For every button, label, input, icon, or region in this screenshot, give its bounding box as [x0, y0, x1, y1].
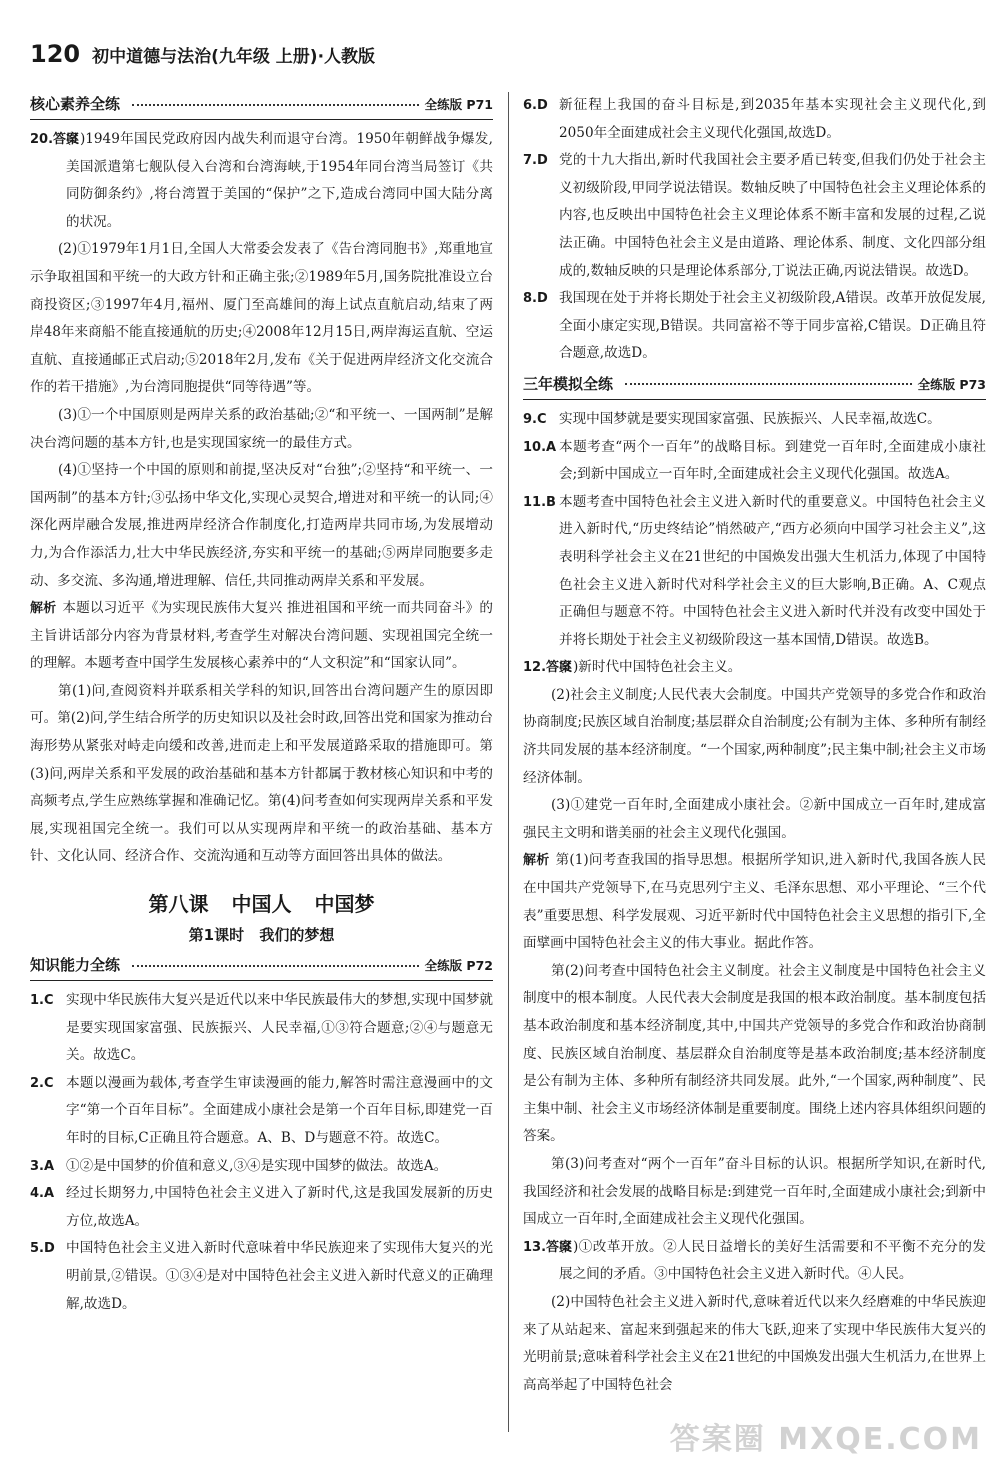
section-dotted-rule	[625, 383, 912, 385]
section-heading-three-year	[523, 370, 986, 400]
analysis-text: 第(1)问考查我国的指导思想。根据所学知识,进入新时代,我国各族人民在中国共产党领导下,在马克思列宁主义、毛泽东思想、邓小平理论、“三个代表”重要思想、科学发展观、习近平新时代中国特色社会主义思想的指引下,全面擘画中国特色社会主义的伟大事业。据此作答。	[523, 852, 986, 952]
answer-text: 经过长期努力,中国特色社会主义进入了新时代,这是我国发展新的历史方位,故选A。	[66, 1185, 493, 1229]
section-heading-knowledge	[30, 951, 493, 981]
answer-13	[523, 1234, 986, 1289]
answer-paragraph: (3)①一个中国原则是两岸关系的政治基础;②“和平统一、一国两制”是解决台湾问题的基本方针,也是实现国家统一的最佳方式。	[30, 406, 493, 451]
lesson-title: 第八课 中国人 中国梦	[148, 892, 375, 917]
section-dotted-rule	[132, 104, 419, 106]
left-column	[30, 88, 493, 1318]
analysis-label: 解析	[523, 853, 550, 869]
answer-paragraph: (3)①建党一百年时,全面建成小康社会。②新中国成立一百年时,建成富强民主文明和谐美丽的社会主义现代化强国。	[523, 797, 986, 841]
analysis-paragraph: 第(1)问,查阅资料并联系相关学科的知识,回答出台湾问题产生的原因即可。第(2)问,学生结合所学的历史知识以及社会时政,回答出党和国家为推动台海形势从紧张对峙走向缓和改善,进而走上和平发展道路采取的措施即可。第(3)问,两岸关系和平发展的政治基础和基本方针都属于教材核心知识和中考的高频考点,学生应熟练掌握和准确记忆。第(4)问考查如何实现两岸关系和平发展,实现祖国完全统一。我们可以从实现两岸和平统一的政治基础、基本方针、文化认同、经济合作、交流沟通和互动等方面回答出具体的做法。	[30, 682, 493, 865]
analysis-label: 解析	[30, 601, 57, 617]
answer-paragraph: (1)新时代中国特色社会主义。	[559, 659, 742, 676]
answer-text: 我国现在处于并将长期处于社会主义初级阶段,A错误。改革开放促发展,全面小康定实现,B错误。共同富裕不等于同步富裕,C错误。D正确且符合题意,故选D。	[559, 290, 986, 362]
analysis-paragraph: 第(3)问考查对“两个一百年”奋斗目标的认识。根据所学知识,在新时代,我国经济和社会发展的战略目标是:到建党一百年时,全面建成小康社会;到新中国成立一百年时,全面建成社会主义现代化强国。	[523, 1155, 986, 1228]
question-number: 13.答案	[523, 1239, 573, 1255]
question-number: 11.B	[523, 494, 556, 510]
question-number: 2.C	[30, 1075, 54, 1091]
analysis-paragraph	[30, 595, 493, 678]
section-title: 三年模拟全练	[523, 371, 619, 399]
question-number: 7.D	[523, 153, 548, 169]
section-title: 知识能力全练	[30, 952, 126, 980]
question-number: 3.A	[30, 1158, 55, 1174]
answer-item	[523, 406, 986, 434]
answer-paragraph: (2)中国特色社会主义进入新时代,意味着近代以来久经磨难的中华民族迎来了从站起来、富起来到强起来的伟大飞跃,迎来了实现中华民族伟大复兴的光明前景;意味着科学社会主义在21世纪的中国焕发出强大生机活力,在世界上高高举起了中国特色社会	[523, 1293, 986, 1393]
question-number: 5.D	[30, 1241, 55, 1257]
answer-text: 党的十九大指出,新时代我国社会主要矛盾已转变,但我们仍处于社会主义初级阶段,甲同学说法错误。数轴反映了中国特色社会主义理论体系的内容,也反映出中国特色社会主义理论体系不断丰富和发展的过程,乙说法正确。中国特色社会主义是由道路、理论体系、制度、文化四部分组成的,数轴反映的只是理论体系部分,丁说法正确,丙说法错误。故选D。	[559, 152, 986, 279]
analysis-paragraph: 第(2)问考查中国特色社会主义制度。社会主义制度是中国特色社会主义制度中的根本制度。人民代表大会制度是我国的根本政治制度。基本制度包括基本政治制度和基本经济制度,其中,中国共产党领导的多党合作和政治协商制度、民族区域自治制度、基层群众自治制度等是基本政治制度;基本经济制度是公有制为主体、多种所有制经济共同发展。此外,“一个国家,两种制度”、民主集中制、社会主义市场经济体制是重要制度。围绕上述内容具体组织问题的答案。	[523, 962, 986, 1145]
section-ref: 全练版 P73	[917, 376, 986, 392]
question-number: 4.A	[30, 1186, 55, 1202]
question-number: 6.D	[523, 98, 548, 113]
section-ref: 全练版 P71	[424, 96, 493, 112]
answer-paragraph: (1)①改革开放。②人民日益增长的美好生活需要和不平衡不充分的发展之间的矛盾。③中国特色社会主义进入新时代。④人民。	[559, 1238, 986, 1283]
answer-item	[30, 987, 493, 1070]
answer-item	[523, 434, 986, 489]
answer-text: 实现中国梦就是要实现国家富强、民族振兴、人民幸福,故选C。	[559, 410, 941, 427]
section-dotted-rule	[132, 965, 419, 967]
answer-text: ①②是中国梦的价值和意义,③④是实现中国梦的做法。故选A。	[66, 1157, 448, 1174]
answer-20	[30, 126, 493, 236]
answer-item	[30, 1235, 493, 1318]
question-number: 8.D	[523, 291, 548, 307]
answer-item	[30, 1070, 493, 1153]
right-column	[523, 92, 986, 1399]
site-watermark: 答案圈 MXQE.COM	[669, 1422, 982, 1457]
answer-text: 中国特色社会主义进入新时代意味着中华民族迎来了实现伟大复兴的光明前景,②错误。①③④是对中国特色社会主义进入新时代意义的正确理解,故选D。	[66, 1240, 493, 1312]
lesson-subtitle: 第1课时 我们的梦想	[188, 926, 335, 945]
answer-text: 新征程上我国的奋斗目标是,到2035年基本实现社会主义现代化,到2050年全面建成社会主义现代化强国,故选D。	[559, 97, 986, 141]
book-title: 初中道德与法治(九年级 上册)·人教版	[92, 47, 376, 67]
answer-paragraph: (2)社会主义制度;人民代表大会制度。中国共产党领导的多党合作和政治协商制度;民族区域自治制度;基层群众自治制度;公有制为主体、多种所有制经济共同发展的基本经济制度。“一个国家,两种制度”;民主集中制;社会主义市场经济体制。	[523, 686, 986, 786]
answer-paragraph: (2)①1979年1月1日,全国人大常委会发表了《告台湾同胞书》,郑重地宣示争取祖国和平统一的大政方针和正确主张;②1989年5月,国务院批准设立台商投资区;③1997年4月,福州、厦门至高雄间的海上试点直航启动,结束了两岸48年来商船不能直接通航的历史;④2008年12月15日,两岸海运直航、空运直航、直接通邮正式启动;⑤2018年2月,发布《关于促进两岸经济文化交流合作的若干措施》,为台湾同胞提供“同等待遇”等。	[30, 241, 493, 396]
answer-text: 本题考查“两个一百年”的战略目标。到建党一百年时,全面建成小康社会;到新中国成立一百年时,全面建成社会主义现代化强国。故选A。	[559, 438, 986, 483]
answer-text: 本题以漫画为载体,考查学生审读漫画的能力,解答时需注意漫画中的文字“第一个百年目标”。全面建成小康社会是第一个百年目标,即建党一百年时的目标,C正确且符合题意。A、B、D与题意不符。故选C。	[66, 1074, 493, 1146]
answer-12	[523, 654, 986, 682]
section-ref: 全练版 P72	[424, 957, 493, 973]
answer-item	[523, 285, 986, 368]
answer-item	[30, 1180, 493, 1235]
column-divider	[508, 92, 509, 1432]
answer-text: 本题考查中国特色社会主义进入新时代的重要意义。中国特色社会主义进入新时代,“历史终结论”悄然破产,“西方必须向中国学习社会主义”,这表明科学社会主义在21世纪的中国焕发出强大生机活力,体现了中国特色社会主义进入新时代对科学社会主义的巨大影响,B正确。A、C观点正确但与题意不符。中国特色社会主义进入新时代并没有改变中国处于并将长期处于社会主义初级阶段这一基本国情,D错误。故选B。	[559, 493, 986, 648]
question-number: 1.C	[30, 993, 54, 1009]
analysis-paragraph	[523, 847, 986, 957]
answer-paragraph: (4)①坚持一个中国的原则和前提,坚决反对“台独”;②坚持“和平统一、一国两制”的基本方针;③弘扬中华文化,实现心灵契合,增进对和平统一的认同;④深化两岸融合发展,推进两岸经济合作制度化,打造两岸共同市场,为发展增动力,为合作添活力,壮大中华民族经济,夯实和平统一的基础;⑤两岸同胞要多走动、多交流、多沟通,增进理解、信任,共同推动两岸关系和平发展。	[30, 462, 493, 589]
section-title: 核心素养全练	[30, 91, 126, 119]
answer-item	[523, 147, 986, 285]
question-number: 20.答案	[30, 132, 80, 147]
question-number: 12.答案	[523, 660, 573, 676]
analysis-text: 本题以习近平《为实现民族伟大复兴 推进祖国和平统一而共同奋斗》的主旨讲话部分内容为背景材料,考查学生对解决台湾问题、实现祖国完全统一的理解。本题考查中国学生发展核心素养中的“人文积淀”和“国家认同”。	[30, 600, 493, 672]
answer-item	[30, 1153, 493, 1181]
question-number: 9.C	[523, 411, 547, 427]
section-heading-core-literacy	[30, 90, 493, 120]
answer-item	[523, 92, 986, 147]
answer-paragraph: (1)1949年国民党政府因内战失利而退守台湾。1950年朝鲜战争爆发,美国派遣第七舰队侵入台湾和台湾海峡,于1954年同台湾当局签订《共同防御条约》,将台湾置于美国的“保护”之下,造成台湾同中国大陆分离的状况。	[66, 131, 493, 230]
question-number: 10.A	[523, 439, 557, 455]
answer-item	[523, 489, 986, 655]
answer-text: 实现中华民族伟大复兴是近代以来中华民族最伟大的梦想,实现中国梦就是要实现国家富强、民族振兴、人民幸福,①③符合题意;②④与题意无关。故选C。	[66, 992, 493, 1064]
page-header	[30, 40, 375, 80]
page-number: 120	[30, 40, 81, 68]
